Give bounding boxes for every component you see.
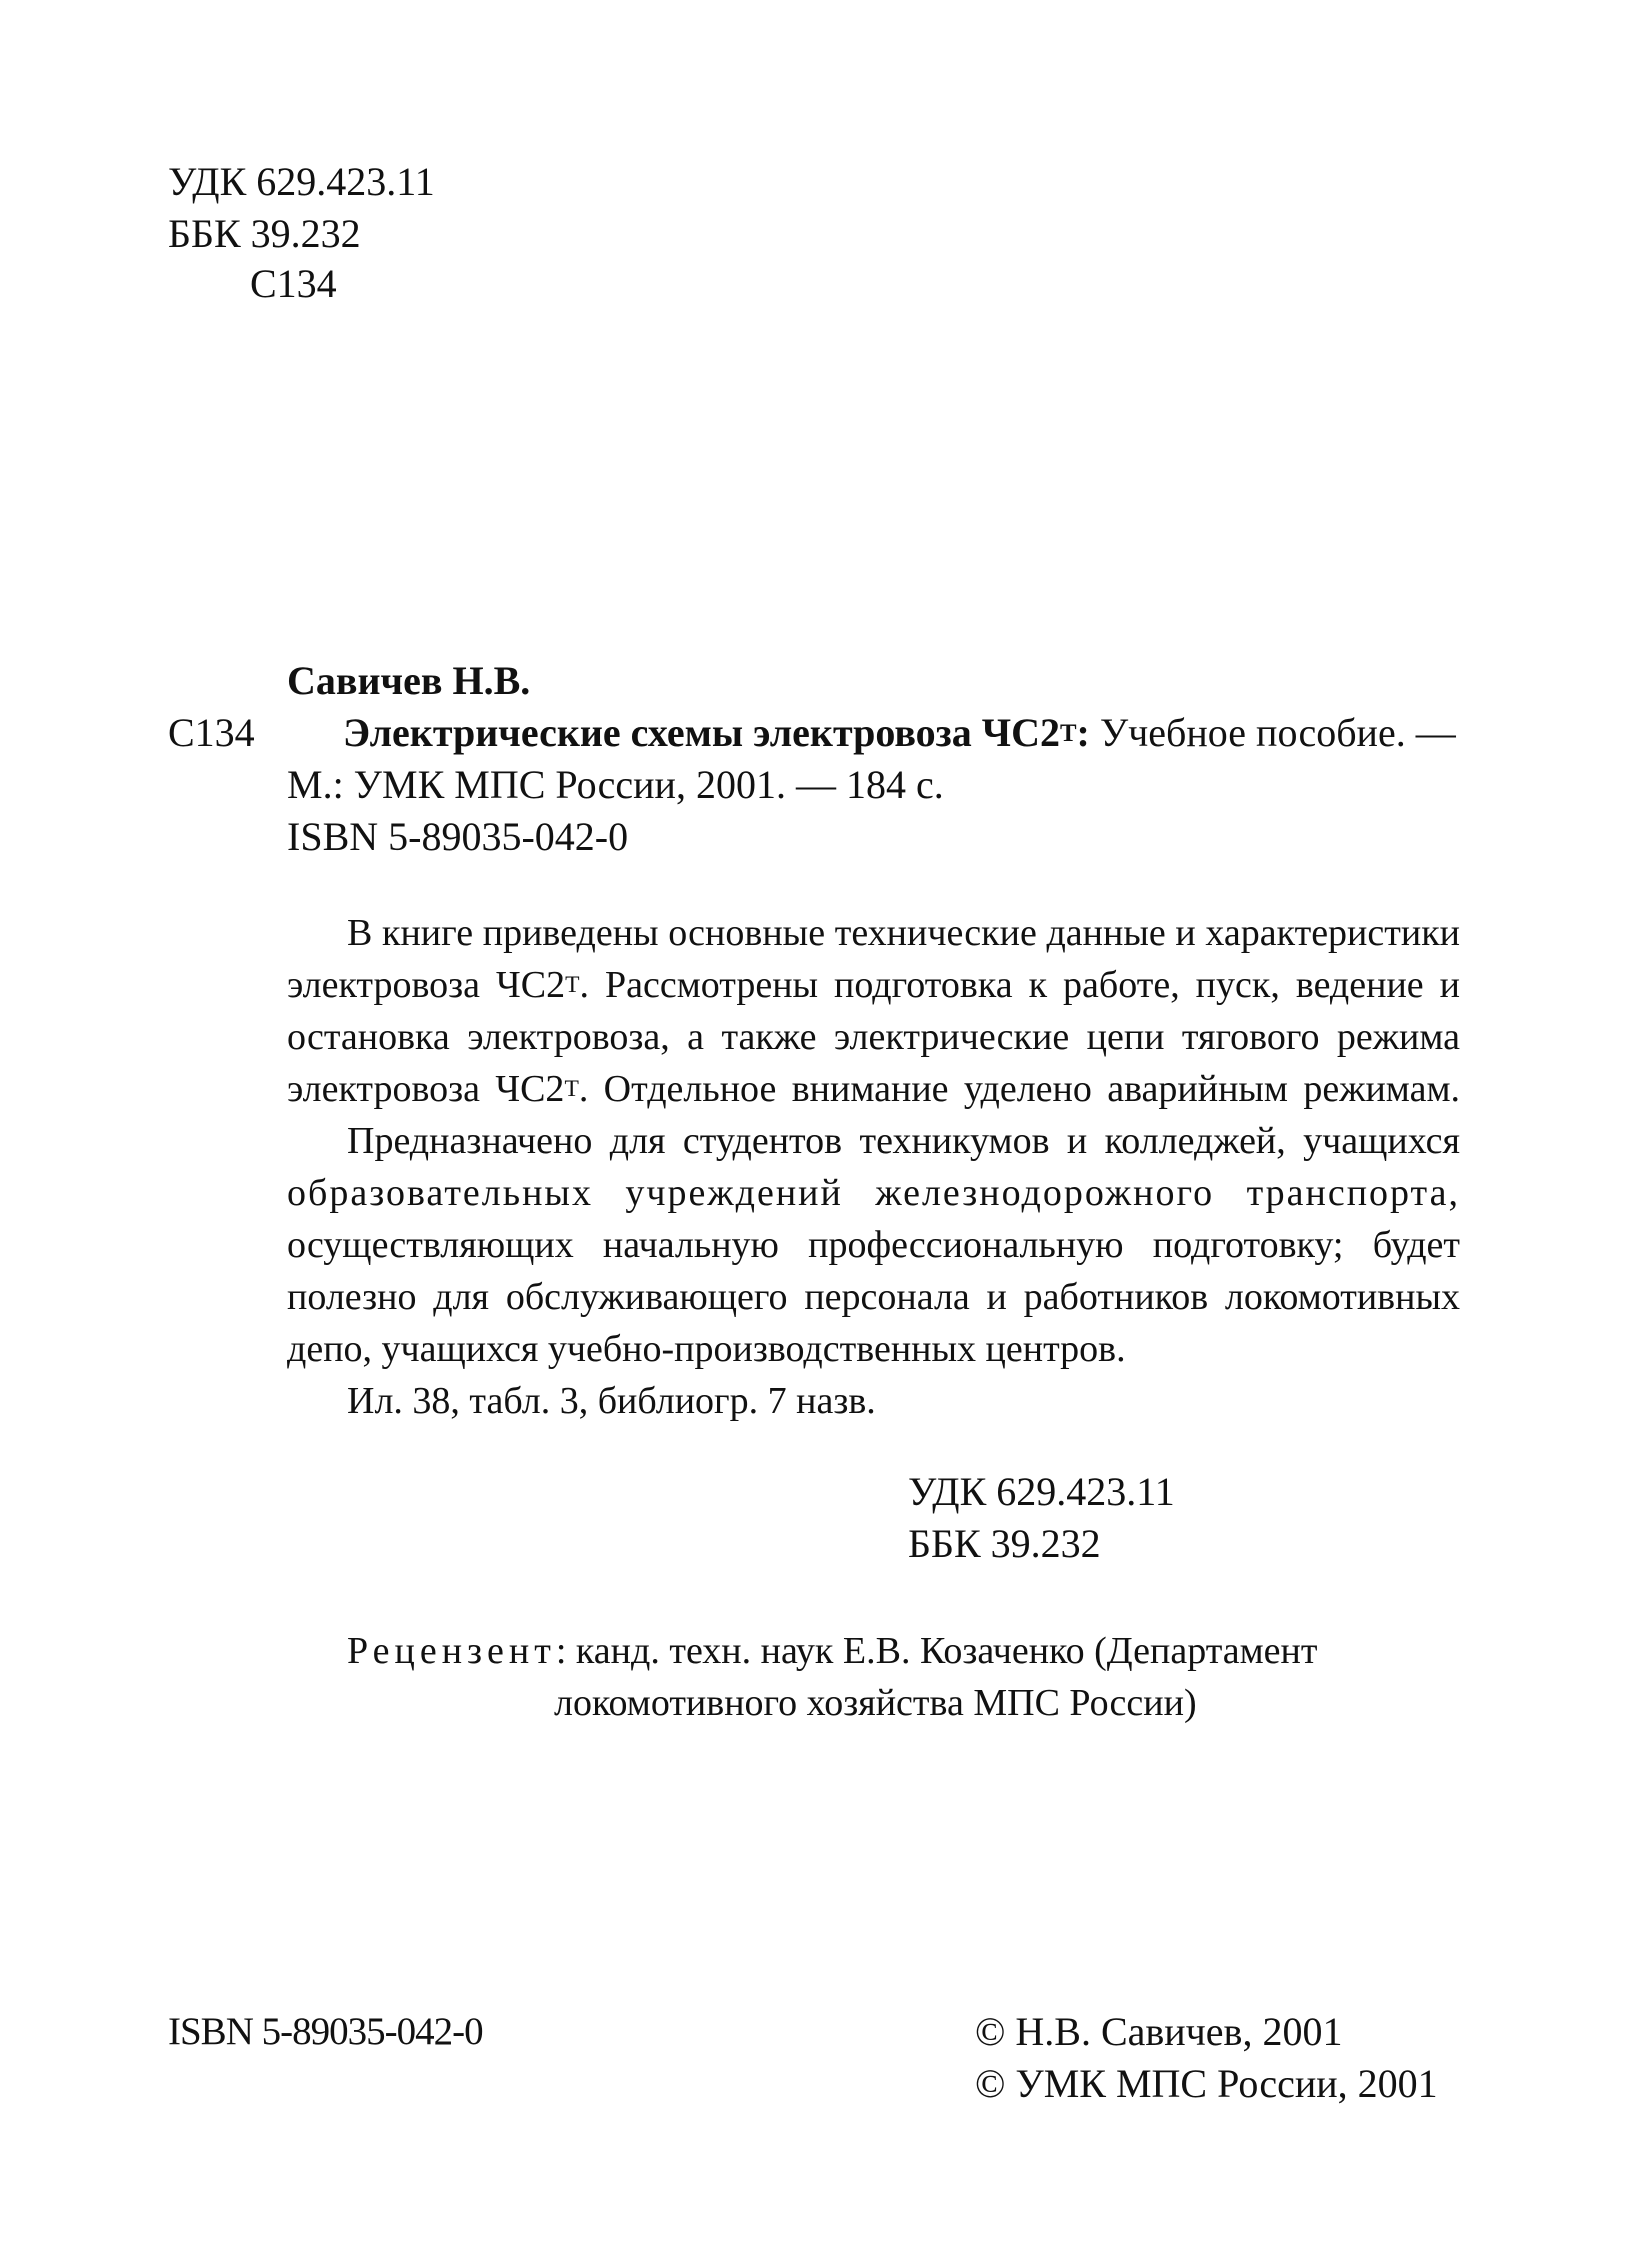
header-code: С134 [250,261,337,306]
abstract-p1-line1: В книге приведены основные технические данные и характеристики [347,912,1460,954]
header-bbk: ББК 39.232 [168,211,361,256]
footer-copyright-publisher: © УМК МПС России, 2001 [975,2061,1438,2106]
abstract-p2-line1: Предназначено для студентов техникумов и колледжей, учащихся [347,1120,1460,1162]
bib-title: Электрические схемы электровоза ЧС2 [343,710,1060,755]
bib-title-suffix: : [1076,710,1100,755]
bib-title-sup: Т [1059,720,1077,748]
bib-subtitle: Учебное пособие. — [1099,710,1456,755]
abstract-p1-line2-sup: Т [565,972,580,999]
abstract-p2-line3: осуществляющих начальную профессиональную подготовку; будет [287,1224,1460,1266]
classification-bbk: ББК 39.232 [908,1521,1101,1566]
abstract-p1-line4 [287,1064,1460,1114]
abstract-illustrations: Ил. 38, табл. 3, библиогр. 7 назв. [347,1380,876,1422]
abstract-p1-line4-b: . Отдельное внимание уделено аварийным режимам. [578,1068,1460,1110]
abstract-p2-line2: образовательных учреждений железнодорожного транспорта, [287,1172,1460,1214]
header-udk: УДК 629.423.11 [168,159,435,204]
classification-udk: УДК 629.423.11 [908,1469,1175,1514]
footer-copyright-author: © Н.В. Савичев, 2001 [975,2009,1343,2054]
abstract-p1-line2 [287,960,1460,1010]
abstract-p1-line4-a: электровоза ЧС2 [287,1068,565,1110]
bib-author: Савичев Н.В. [287,658,531,703]
abstract-p2-line4: полезно для обслуживающего персонала и работников локомотивных [287,1276,1460,1318]
abstract-p1-line2-b: . Рассмотрены подготовка к работе, пуск, ведение и [579,964,1460,1006]
reviewer-line2: локомотивного хозяйства МПС России) [554,1682,1197,1724]
reviewer-line1 [347,1626,1318,1676]
footer-isbn: ISBN 5-89035-042-0 [168,2010,483,2053]
bib-publisher: М.: УМК МПС России, 2001. — 184 с. [287,762,944,807]
bib-isbn: ISBN 5-89035-042-0 [287,814,629,859]
abstract-p2-line5: депо, учащихся учебно-производственных центров. [287,1328,1126,1370]
bib-title-line [343,707,1456,759]
bib-code: С134 [168,710,255,755]
abstract-p1-line4-sup: Т [564,1076,579,1103]
abstract-p1-line3: остановка электровоза, а также электрические цепи тягового режима [287,1016,1460,1058]
reviewer-label: Рецензент [347,1630,556,1672]
reviewer-text: : канд. техн. наук Е.В. Козаченко (Департамент [555,1630,1318,1672]
abstract-p1-line2-a: электровоза ЧС2 [287,964,566,1006]
